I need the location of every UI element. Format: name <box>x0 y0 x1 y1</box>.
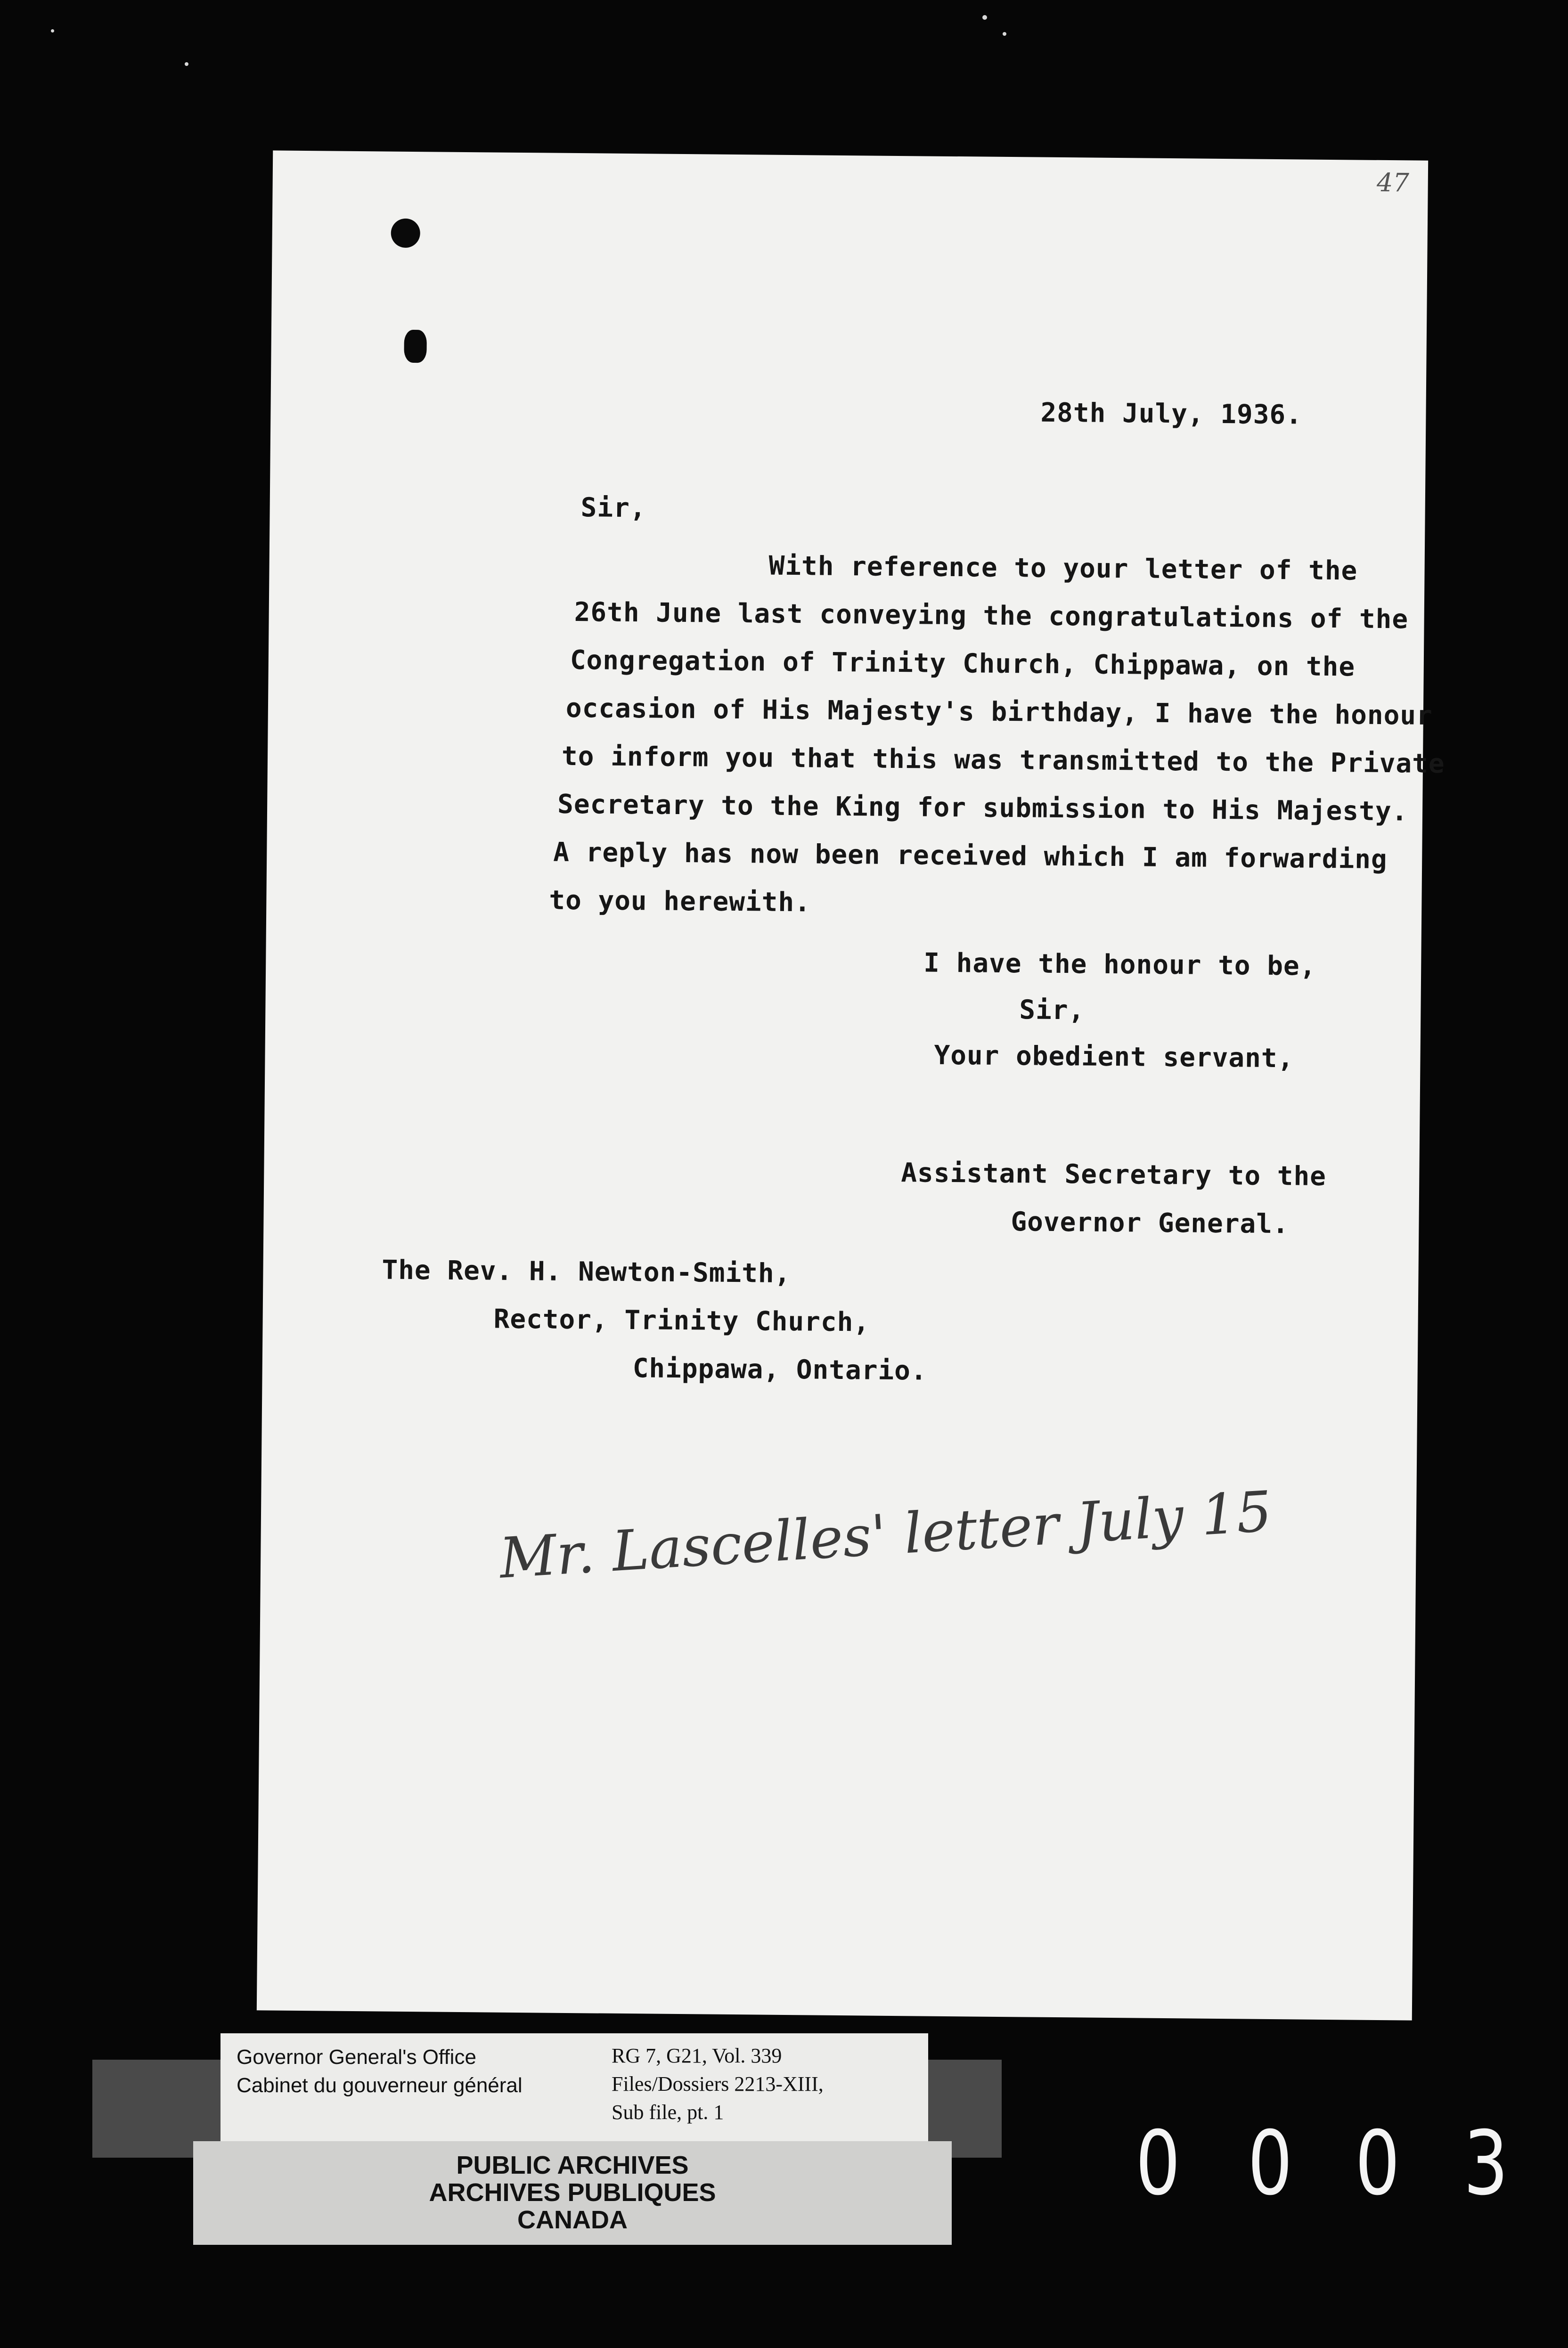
frame-digit: 0 <box>1355 2112 1400 2215</box>
body-line: 26th June last conveying the congratulations of the <box>574 596 1409 635</box>
frame-digit: 0 <box>1248 2112 1293 2215</box>
archives-stamp-band <box>193 2141 952 2245</box>
letter-page <box>257 150 1445 2020</box>
punch-hole-bottom <box>404 330 427 363</box>
corner-mark: 47 <box>1376 167 1410 198</box>
handwritten-note <box>496 1478 1274 1625</box>
film-speck <box>1003 32 1006 36</box>
addressee-line: Rector, Trinity Church, <box>493 1304 870 1338</box>
handwritten-note-text: Mr. Lascelles' letter July 15 <box>498 1478 1274 1591</box>
archives-line-fr: ARCHIVES PUBLIQUES <box>429 2178 716 2207</box>
film-speck <box>982 15 987 20</box>
frame-digit: 0 <box>1135 2112 1181 2215</box>
closing-line: Your obedient servant, <box>934 1040 1294 1074</box>
punch-hole-top <box>391 219 420 248</box>
file-reference: Files/Dossiers 2213-XIII, <box>612 2072 824 2095</box>
film-speck <box>185 62 188 66</box>
record-group-reference: RG 7, G21, Vol. 339 <box>612 2044 782 2067</box>
body-line: to inform you that this was transmitted to the Private <box>561 741 1445 780</box>
archives-line-country: CANADA <box>517 2206 628 2234</box>
archives-line-en: PUBLIC ARCHIVES <box>456 2151 689 2179</box>
frame-digit: 3 <box>1463 2112 1509 2215</box>
subfile-reference: Sub file, pt. 1 <box>612 2101 724 2124</box>
closing-line: I have the honour to be, <box>923 947 1316 982</box>
addressee-line: The Rev. H. Newton-Smith, <box>382 1255 791 1289</box>
addressee-line: Chippawa, Ontario. <box>632 1353 927 1386</box>
body-line: A reply has now been received which I am forwarding <box>553 837 1388 875</box>
office-name-fr: Cabinet du gouverneur général <box>237 2074 523 2097</box>
office-name-en: Governor General's Office <box>237 2046 476 2069</box>
signatory-title: Governor General. <box>1011 1207 1289 1240</box>
closing-line: Sir, <box>1019 995 1085 1026</box>
signatory-title: Assistant Secretary to the <box>901 1158 1327 1192</box>
body-line: occasion of His Majesty's birthday, I have the honour <box>565 693 1433 731</box>
body-line: Secretary to the King for submission to His Majesty. <box>557 789 1408 827</box>
body-line: With reference to your letter of the <box>768 550 1358 587</box>
archive-reference-card <box>220 2033 928 2143</box>
letter-date: 28th July, 1936. <box>1040 397 1303 431</box>
body-line: to you herewith. <box>549 885 811 918</box>
body-line: Congregation of Trinity Church, Chippawa, on the <box>570 644 1356 683</box>
archives-stamp-text <box>193 2152 952 2234</box>
salutation: Sir, <box>580 492 646 524</box>
film-speck <box>51 29 54 33</box>
